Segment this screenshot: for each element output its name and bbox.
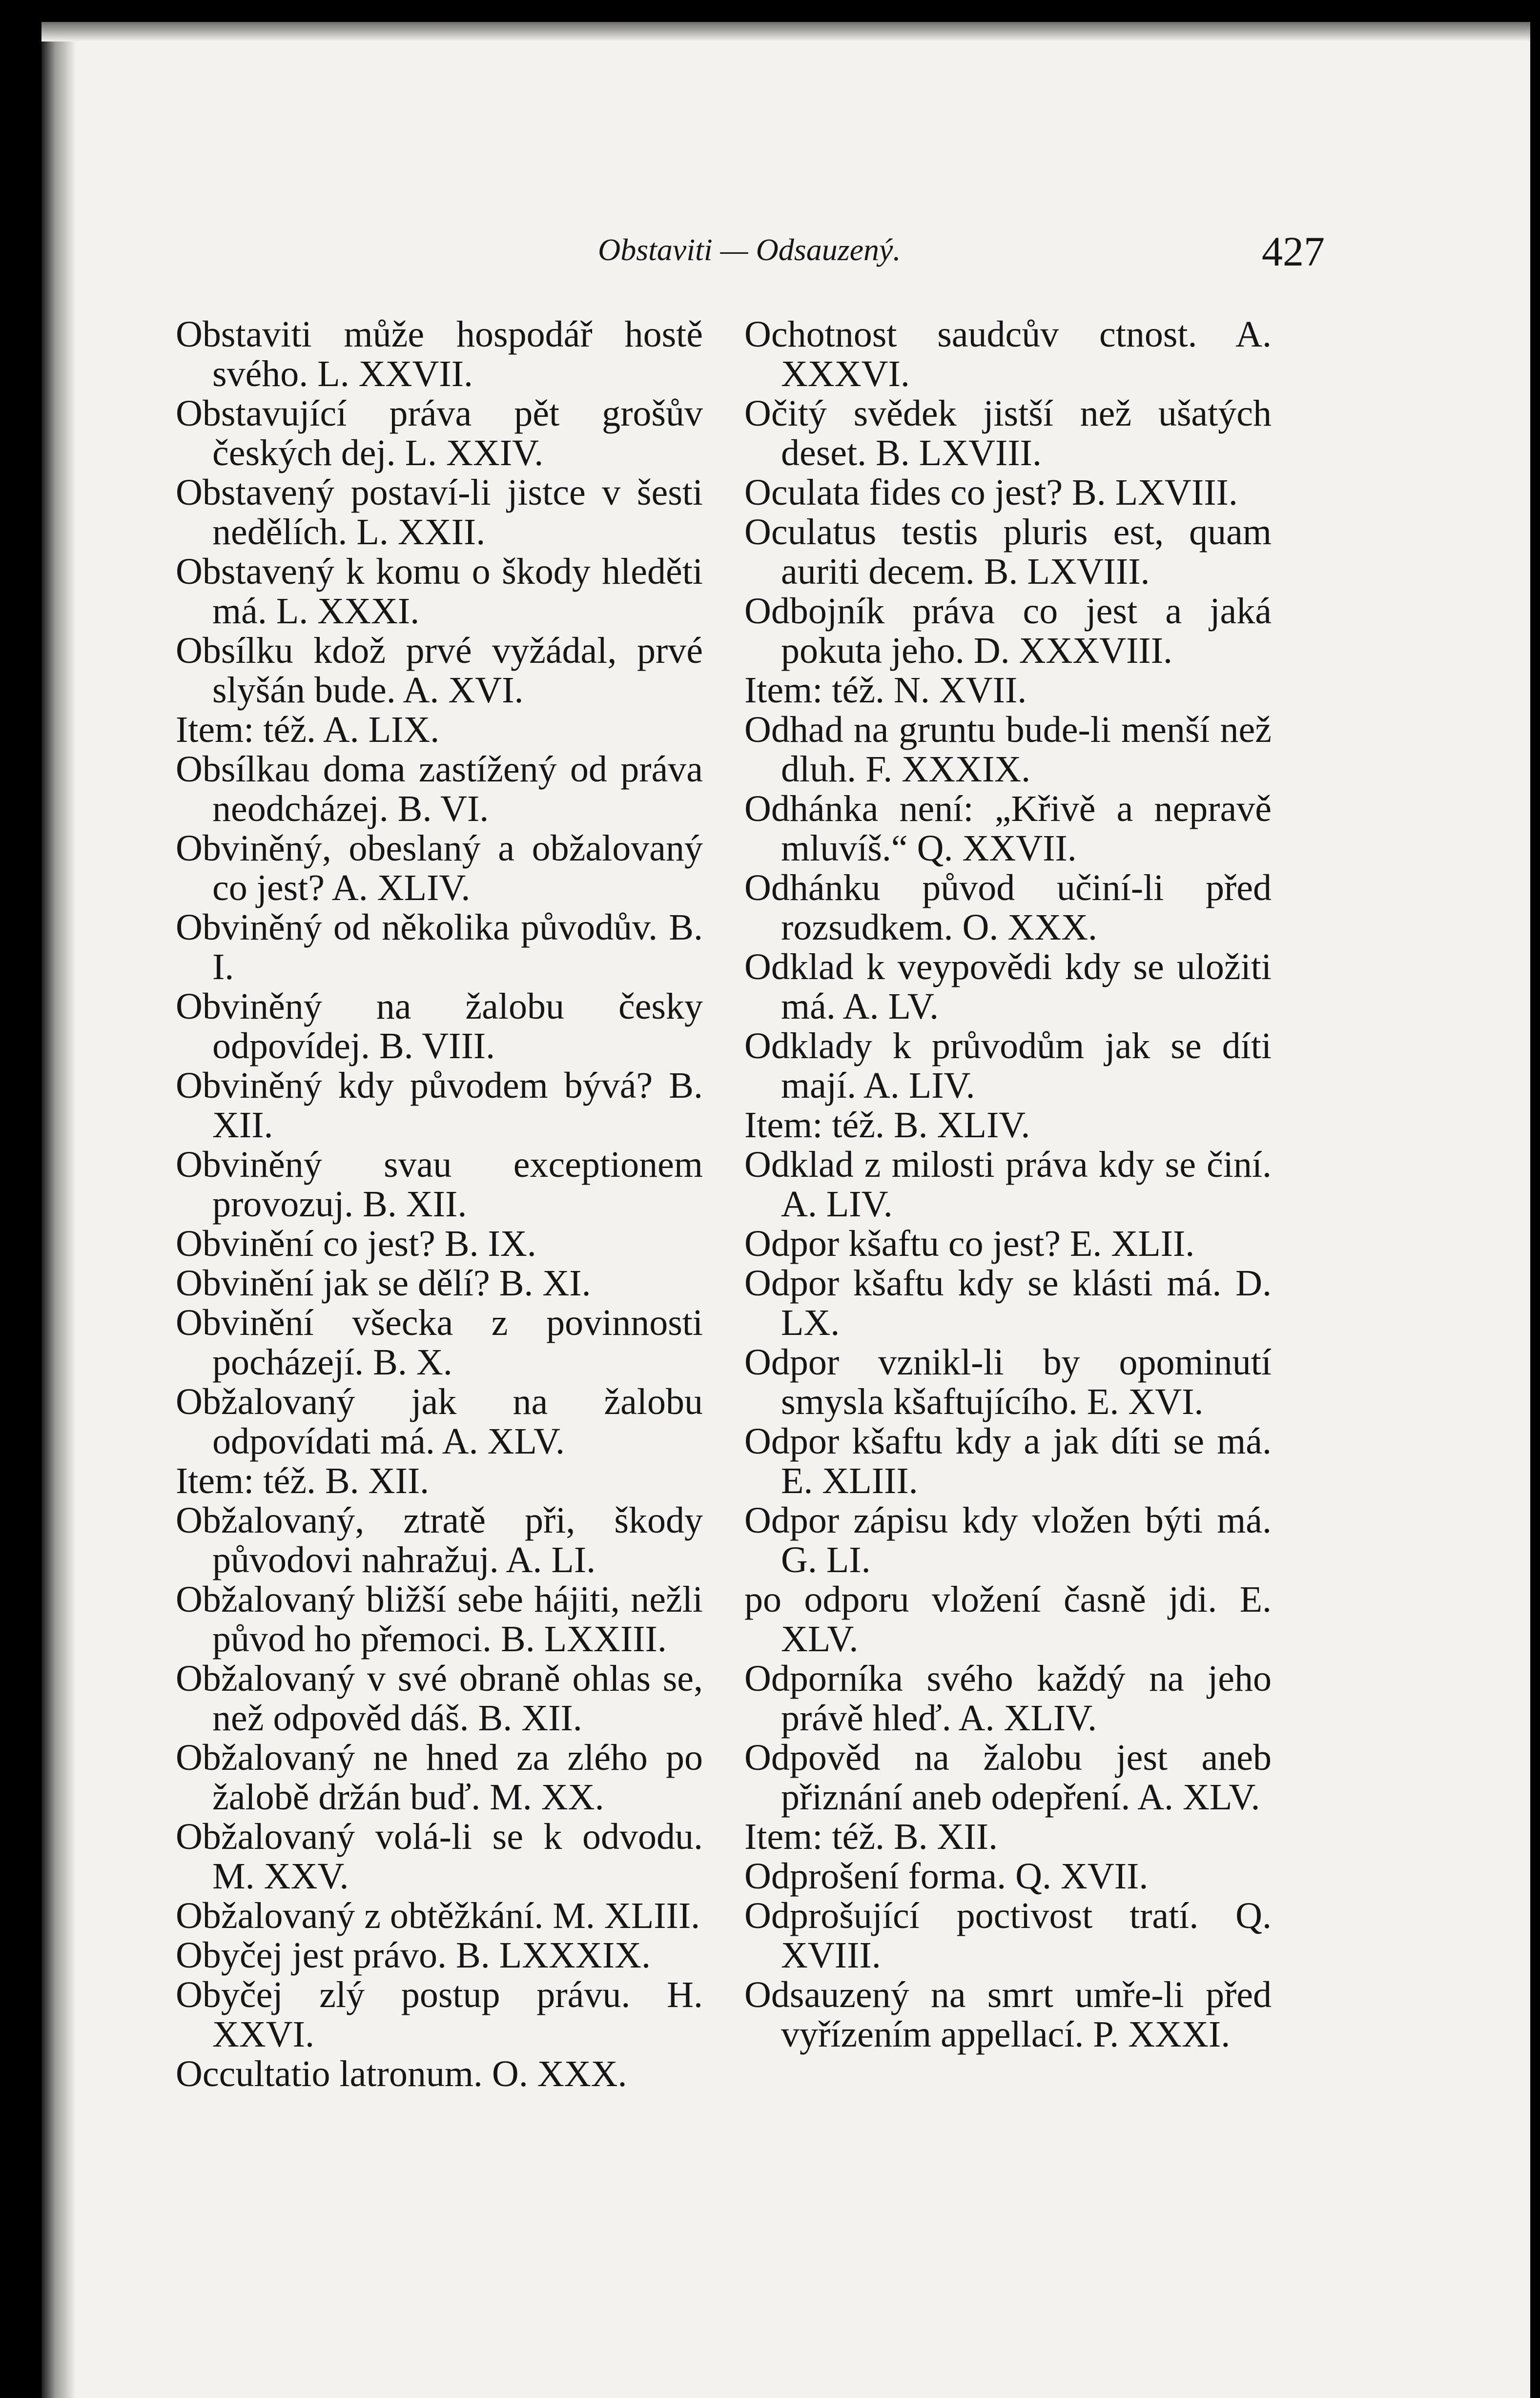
index-entry: Obžalovaný ne hned za zlého po žalobě držán buď. M. XX. — [176, 1737, 703, 1818]
index-item: Item: též. A. LIX. — [176, 709, 440, 750]
index-entry: Odporníka svého každý na jeho právě hleď. A. XLIV. — [744, 1658, 1272, 1739]
index-entry: Obviněný kdy původem bývá? B. XII. — [176, 1065, 703, 1146]
index-entry: Obyčej zlý postup právu. H. XXVI. — [176, 1974, 703, 2055]
index-entry: Odhánka není: „Křivě a nepravě mluvíš.“ Q. XXVII. — [744, 788, 1272, 869]
running-header: Obstaviti — Odsauzený. — [598, 232, 901, 267]
index-entry: Obsílku kdož prvé vyžádal, prvé slyšán bude. A. XVI. — [176, 630, 703, 711]
index-entry: Obviněný na žalobu česky odpovídej. B. VIII. — [176, 986, 703, 1066]
left-column — [176, 315, 703, 2094]
index-entry: Odhad na gruntu bude-li menší než dluh. F. XXXIX. — [744, 709, 1272, 790]
index-entry: Obvinění co jest? B. IX. — [176, 1223, 536, 1264]
index-entry: Obvinění všecka z povinnosti pocházejí. B. X. — [176, 1302, 703, 1383]
index-entry: Odpor vznikl-li by opominutí smysla kšaftujícího. E. XVI. — [744, 1342, 1272, 1422]
index-entry: Obviněný, obeslaný a obžalovaný co jest? A. XLIV. — [176, 828, 703, 908]
index-entry: Obstavený postaví-li jistce v šesti nedělích. L. XXII. — [176, 472, 703, 553]
index-entry: Obsílkau doma zastížený od práva neodcházej. B. VI. — [176, 749, 703, 829]
index-entry: Odpor kšaftu co jest? E. XLII. — [744, 1223, 1195, 1264]
right-column — [744, 315, 1272, 2054]
page-top-shadow — [41, 22, 1530, 41]
index-item: Item: též. B. XII. — [744, 1816, 998, 1857]
index-entry: Odbojník práva co jest a jaká pokuta jeho. D. XXXVIII. — [744, 591, 1272, 671]
index-entry: Odklad z milosti práva kdy se činí. A. LIV. — [744, 1144, 1272, 1225]
index-entry: Obžalovaný, ztratě při, škody původovi nahražuj. A. LI. — [176, 1500, 703, 1580]
index-entry: Odprošení forma. Q. XVII. — [744, 1856, 1149, 1897]
index-entry: Ochotnost saudcův ctnost. A. XXXVI. — [744, 314, 1272, 394]
index-entry: Odpor kšaftu kdy a jak díti se má. E. XLIII. — [744, 1421, 1272, 1501]
index-entry: Obstaviti může hospodář hostě svého. L. XXVII. — [176, 314, 703, 394]
index-item: Item: též. B. XLIV. — [744, 1105, 1030, 1146]
index-entry: Obstavený k komu o škody hleděti má. L. XXXI. — [176, 551, 703, 632]
index-entry: Odpor kšaftu kdy se klásti má. D. LX. — [744, 1263, 1272, 1343]
index-entry: Obviněný svau exceptionem provozuj. B. XII. — [176, 1144, 703, 1225]
index-entry: Odklady k průvodům jak se díti mají. A. LIV. — [744, 1025, 1272, 1106]
index-entry: Obžalovaný volá-li se k odvodu. M. XXV. — [176, 1816, 703, 1897]
book-page — [41, 22, 1530, 2398]
index-entry: Obviněný od několika původův. B. I. — [176, 907, 703, 987]
index-entry: Obžalovaný bližší sebe hájiti, nežli původ ho přemoci. B. LXXIII. — [176, 1579, 703, 1660]
index-entry: Obvinění jak se dělí? B. XI. — [176, 1263, 591, 1304]
index-entry: Odpor zápisu kdy vložen býti má. G. LI. — [744, 1500, 1272, 1580]
index-entry: Obžalovaný jak na žalobu odpovídati má. A. XLV. — [176, 1381, 703, 1462]
page-number: 427 — [1262, 228, 1325, 275]
index-entry: Očitý svědek jistší než ušatých deset. B. LXVIII. — [744, 393, 1272, 473]
index-entry: Odprošující poctivost tratí. Q. XVIII. — [744, 1895, 1272, 1976]
index-entry: Obžalovaný v své obraně ohlas se, než odpověd dáš. B. XII. — [176, 1658, 703, 1739]
index-entry: Obyčej jest právo. B. LXXXIX. — [176, 1935, 651, 1976]
page-fold-shadow — [41, 22, 76, 2398]
index-entry: Oculatus testis pluris est, quam auriti decem. B. LXVIII. — [744, 512, 1272, 592]
index-entry: Occultatio latronum. O. XXX. — [176, 2053, 627, 2094]
index-item: Item: též. B. XII. — [176, 1460, 430, 1501]
index-item: Item: též. N. XVII. — [744, 670, 1027, 711]
index-entry: Odklad k veypovědi kdy se uložiti má. A. LV. — [744, 946, 1272, 1027]
index-entry: Odpověd na žalobu jest aneb přiznání aneb odepření. A. XLV. — [744, 1737, 1272, 1818]
index-entry: Odsauzený na smrt umře-li před vyřízením appellací. P. XXXI. — [744, 1974, 1272, 2055]
index-entry: Obžalovaný z obtěžkání. M. XLIII. — [176, 1895, 700, 1936]
index-entry: Oculata fides co jest? B. LXVIII. — [744, 472, 1238, 513]
index-entry: Obstavující práva pět grošův českých dej. L. XXIV. — [176, 393, 703, 473]
index-entry: po odporu vložení časně jdi. E. XLV. — [744, 1579, 1272, 1660]
index-entry: Odhánku původ učiní-li před rozsudkem. O. XXX. — [744, 867, 1272, 948]
